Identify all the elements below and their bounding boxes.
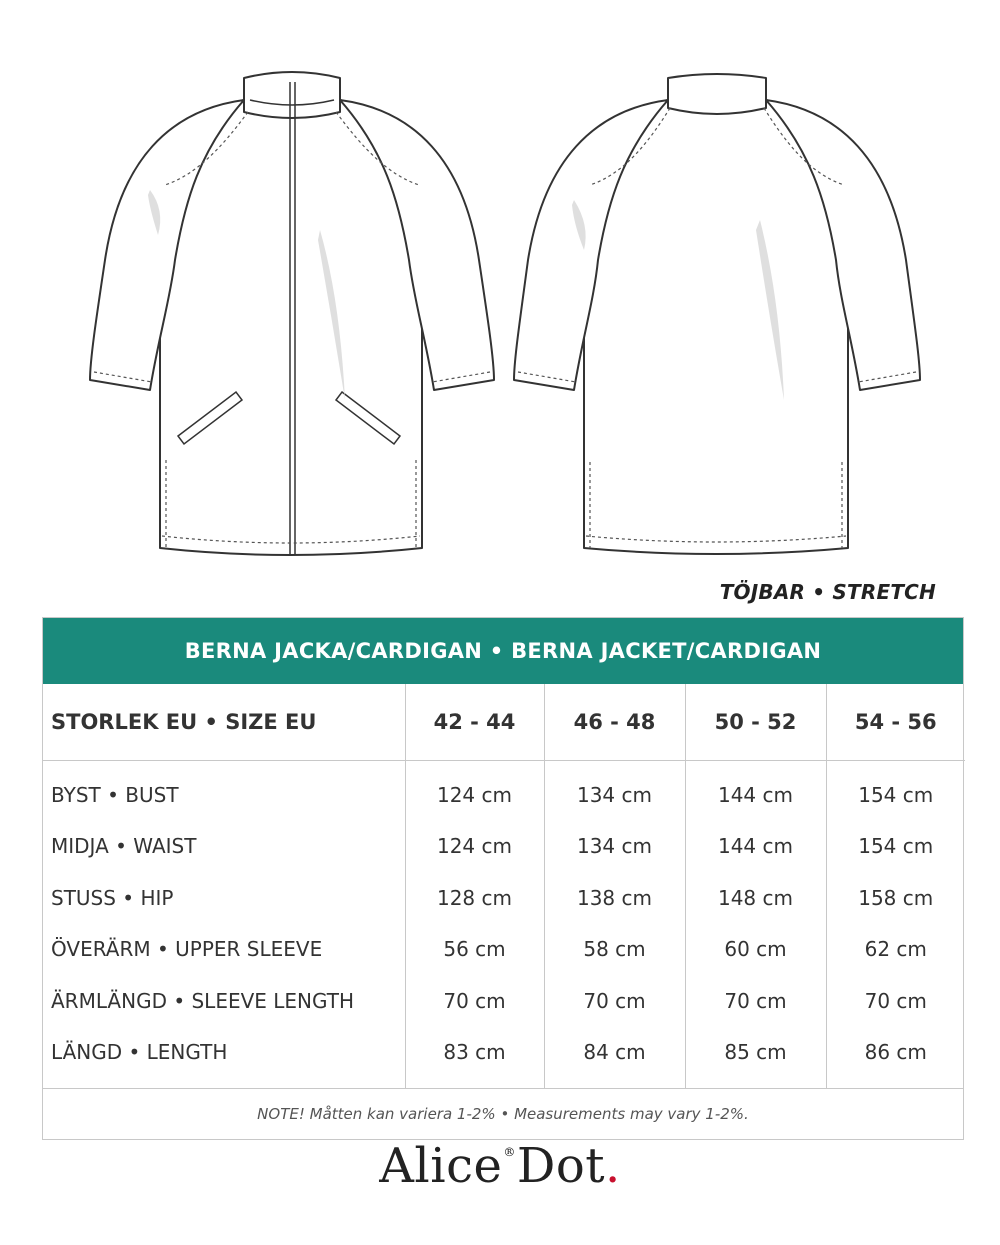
- table-cell: 154 cm: [826, 821, 965, 873]
- size-header-cell: 50 - 52: [685, 684, 826, 761]
- table-cell: 62 cm: [826, 924, 965, 976]
- table-cell: 148 cm: [685, 872, 826, 924]
- logo-red-dot: .: [605, 1138, 621, 1194]
- size-header-cell: 42 - 44: [405, 684, 544, 761]
- table-cell: 134 cm: [544, 821, 685, 873]
- table-cell: 70 cm: [544, 975, 685, 1027]
- table-cell: 144 cm: [685, 821, 826, 873]
- logo-text-dot: Dot: [516, 1138, 606, 1194]
- table-cell: 138 cm: [544, 872, 685, 924]
- size-header-row: [43, 684, 965, 761]
- registered-mark: ®: [503, 1145, 516, 1159]
- table-cell: 134 cm: [544, 761, 685, 821]
- table-cell: 83 cm: [405, 1027, 544, 1089]
- size-header-cell: 54 - 56: [826, 684, 965, 761]
- table-cell: 60 cm: [685, 924, 826, 976]
- table-cell: 158 cm: [826, 872, 965, 924]
- table-row: [43, 975, 965, 1027]
- table-cell: 58 cm: [544, 924, 685, 976]
- table-cell: 70 cm: [826, 975, 965, 1027]
- stretch-label: TÖJBAR • STRETCH: [719, 580, 936, 604]
- table-cell: 56 cm: [405, 924, 544, 976]
- table-row: [43, 872, 965, 924]
- table-cell: 128 cm: [405, 872, 544, 924]
- table-cell: 154 cm: [826, 761, 965, 821]
- table-cell: 70 cm: [405, 975, 544, 1027]
- table-cell: 84 cm: [544, 1027, 685, 1089]
- table-cell: 124 cm: [405, 761, 544, 821]
- table-cell: 124 cm: [405, 821, 544, 873]
- row-label: ÄRMLÄNGD • SLEEVE LENGTH: [51, 988, 355, 1013]
- table-cell: 85 cm: [685, 1027, 826, 1089]
- row-label: LÄNGD • LENGTH: [51, 1040, 228, 1065]
- row-label: STUSS • HIP: [51, 885, 174, 910]
- brand-logo: [0, 1138, 1000, 1194]
- back-view-drawing: [514, 74, 920, 554]
- front-view-drawing: [90, 72, 494, 555]
- row-label: MIDJA • WAIST: [51, 834, 197, 859]
- logo-text-alice: Alice: [379, 1138, 503, 1194]
- size-chart-table: [42, 617, 964, 1140]
- row-label: BYST • BUST: [51, 782, 179, 807]
- table-cell: 70 cm: [685, 975, 826, 1027]
- jacket-illustration: [0, 0, 1000, 575]
- table-cell: 144 cm: [685, 761, 826, 821]
- table-row: [43, 821, 965, 873]
- measurement-note: NOTE! Måtten kan variera 1-2% • Measurements may vary 1-2%.: [43, 1088, 963, 1139]
- table-row: [43, 924, 965, 976]
- table-row: [43, 1027, 965, 1089]
- table-cell: 86 cm: [826, 1027, 965, 1089]
- size-header-cell: 46 - 48: [544, 684, 685, 761]
- row-label: ÖVERÄRM • UPPER SLEEVE: [51, 937, 323, 962]
- size-table: [43, 684, 965, 1088]
- size-header-label: STORLEK EU • SIZE EU: [43, 684, 405, 761]
- size-chart-title: BERNA JACKA/CARDIGAN • BERNA JACKET/CARDIGAN: [43, 618, 963, 684]
- table-row: [43, 761, 965, 821]
